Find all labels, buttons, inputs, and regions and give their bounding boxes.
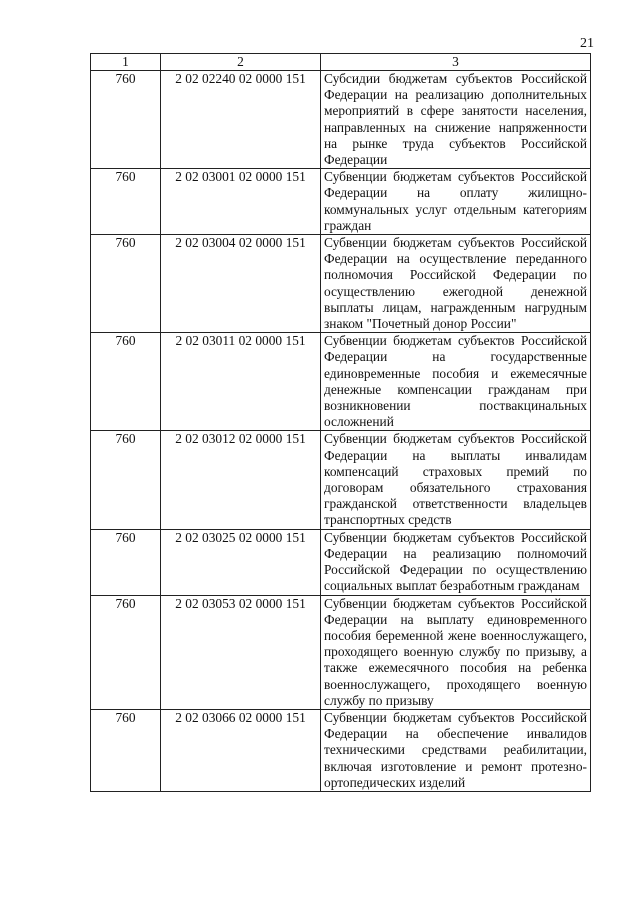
description-cell: Субвенции бюджетам субъектов Российской Федерации на осуществление переданного полномочия Российской Федерации по осуществлению ежегодной денежной выплаты лицам, награжденным нагрудным знаком "Почетный донор России" [321, 235, 591, 333]
table-row [91, 431, 591, 529]
admin-code-cell: 760 [91, 431, 161, 529]
description-cell: Субвенции бюджетам субъектов Российской Федерации на выплату единовременного пособия беременной жене военнослужащего, проходящего военную службу по призыву, а также ежемесячного пособия на ребенка военнослужащего, проходящего военную службу по призыву [321, 595, 591, 709]
description-cell: Субвенции бюджетам субъектов Российской Федерации на оплату жилищно-коммунальных услуг отдельным категориям граждан [321, 169, 591, 235]
description-cell: Субвенции бюджетам субъектов Российской Федерации на реализацию полномочий Российской Федерации по осуществлению социальных выплат безработным гражданам [321, 529, 591, 595]
admin-code-cell: 760 [91, 169, 161, 235]
budget-code-cell: 2 02 03025 02 0000 151 [161, 529, 321, 595]
table-row [91, 529, 591, 595]
budget-classification-table [90, 53, 591, 792]
table-row [91, 709, 591, 791]
table-row [91, 71, 591, 169]
budget-code-cell: 2 02 03053 02 0000 151 [161, 595, 321, 709]
table-row [91, 595, 591, 709]
budget-code-cell: 2 02 03011 02 0000 151 [161, 333, 321, 431]
budget-code-cell: 2 02 03066 02 0000 151 [161, 709, 321, 791]
description-cell: Субвенции бюджетам субъектов Российской Федерации на выплаты инвалидам компенсаций страховых премий по договорам обязательного страхования гражданской ответственности владельцев транспортных средств [321, 431, 591, 529]
table-header-row [91, 54, 591, 71]
table-row [91, 333, 591, 431]
description-cell: Субсидии бюджетам субъектов Российской Федерации на реализацию дополнительных мероприятий в сфере занятости населения, направленных на снижение напряженности на рынке труда субъектов Российской Федерации [321, 71, 591, 169]
admin-code-cell: 760 [91, 333, 161, 431]
admin-code-cell: 760 [91, 709, 161, 791]
table-row [91, 169, 591, 235]
budget-code-cell: 2 02 03001 02 0000 151 [161, 169, 321, 235]
column-header-2: 2 [161, 54, 321, 71]
admin-code-cell: 760 [91, 235, 161, 333]
admin-code-cell: 760 [91, 595, 161, 709]
description-cell: Субвенции бюджетам субъектов Российской Федерации на обеспечение инвалидов техническими средствами реабилитации, включая изготовление и ремонт протезно-ортопедических изделий [321, 709, 591, 791]
admin-code-cell: 760 [91, 529, 161, 595]
column-header-3: 3 [321, 54, 591, 71]
column-header-1: 1 [91, 54, 161, 71]
budget-code-cell: 2 02 03004 02 0000 151 [161, 235, 321, 333]
budget-code-cell: 2 02 02240 02 0000 151 [161, 71, 321, 169]
admin-code-cell: 760 [91, 71, 161, 169]
budget-code-cell: 2 02 03012 02 0000 151 [161, 431, 321, 529]
table-row [91, 235, 591, 333]
page-number: 21 [580, 36, 594, 51]
description-cell: Субвенции бюджетам субъектов Российской Федерации на государственные единовременные пособия и ежемесячные денежные компенсации гражданам при возникновении поствакцинальных осложнений [321, 333, 591, 431]
